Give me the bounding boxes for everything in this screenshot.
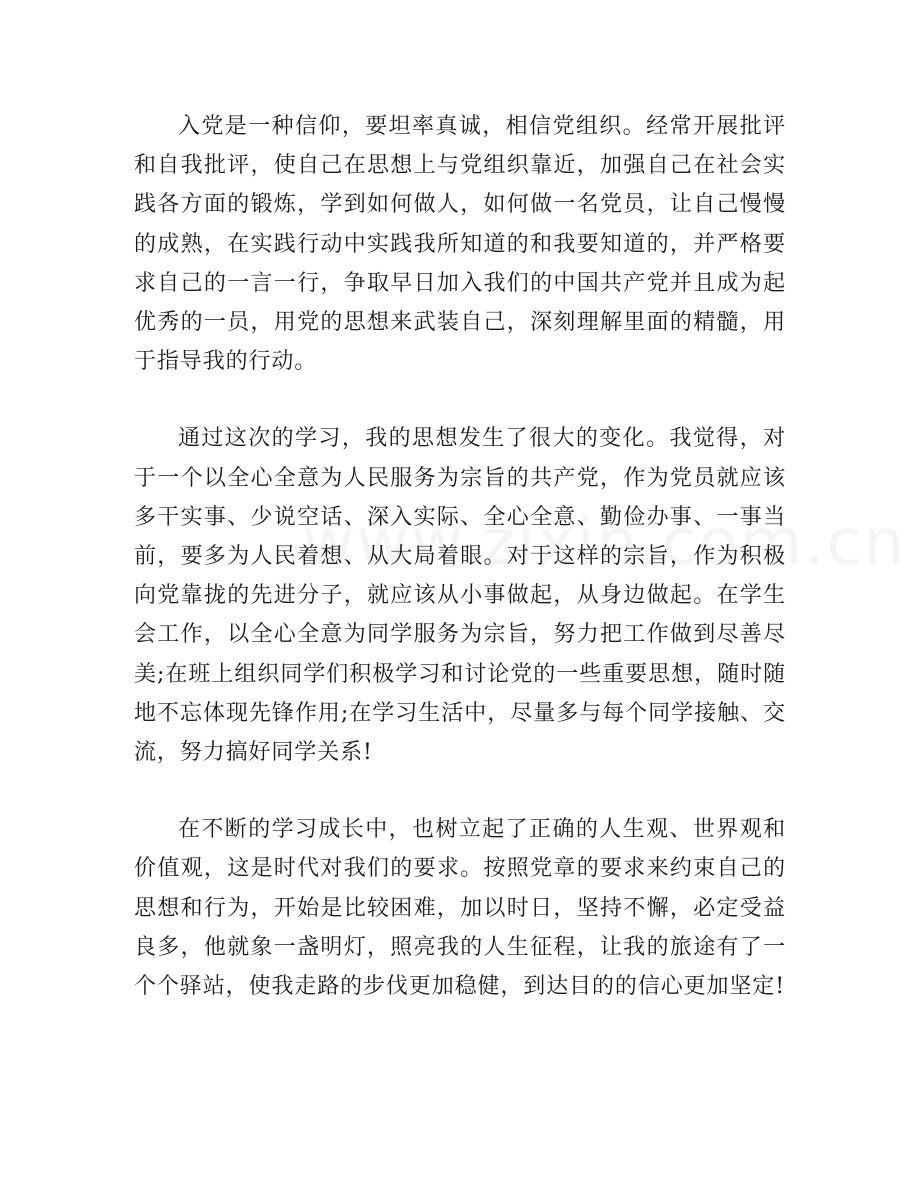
paragraph-1: 入党是一种信仰，要坦率真诚，相信党组织。经常开展批评和自我批评，使自己在思想上与党组织靠近，加强自己在社会实践各方面的锻炼，学到如何做人，如何做一名党员，让自己慢慢的成熟，在实践行动中实践我所知道的和我要知道的，并严格要求自己的一言一行，争取早日加入我们的中国共产党并且成为起优秀的一员，用党的思想来武装自己，深刻理解里面的精髓，用于指导我的行动。 — [134, 114, 786, 375]
document-body — [134, 107, 786, 1006]
paragraph-3: 在不断的学习成长中，也树立起了正确的人生观、世界观和价值观，这是时代对我们的要求。按照党章的要求来约束自己的思想和行为，开始是比较困难，加以时日，坚持不懈，必定受益良多，他就象一盏明灯，照亮我的人生征程，让我的旅途有了一个个驿站，使我走路的步伐更加稳健，到达目的的信心更加坚定! — [134, 817, 786, 1000]
paragraph-2: 通过这次的学习，我的思想发生了很大的变化。我觉得，对于一个以全心全意为人民服务为宗旨的共产党，作为党员就应该多干实事、少说空话、深入实际、全心全意、勤俭办事、一事当前，要多为人民着想、从大局着眼。对于这样的宗旨，作为积极向党靠拢的先进分子，就应该从小事做起，从身边做起。在学生会工作，以全心全意为同学服务为宗旨，努力把工作做到尽善尽美;在班上组织同学们积极学习和讨论党的一些重要思想，随时随地不忘体现先锋作用;在学习生活中，尽量多与每个同学接触、交流，努力搞好同学关系! — [134, 426, 786, 766]
